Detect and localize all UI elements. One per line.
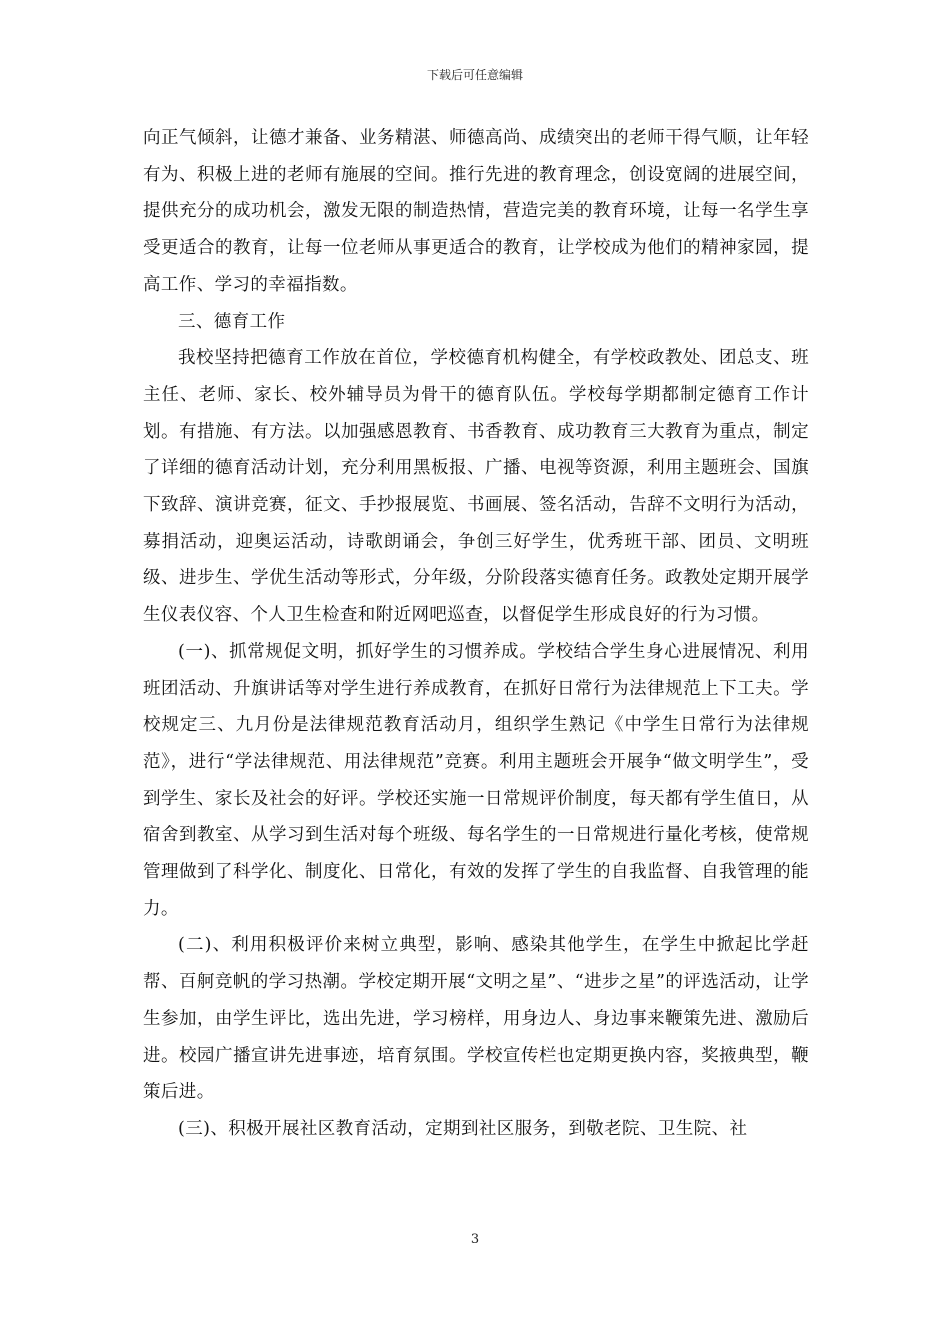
paragraph-item-1: (一)、抓常规促文明，抓好学生的习惯养成。学校结合学生身心进展情况、利用班团活动、升旗讲话等对学生进行养成教育，在抓好日常行为法律规范上下工夫。学校规定三、九月份是法律规范教育活动月，组织学生熟记《中学生日常行为法律规范》，进行“学法律规范、用法律规范”竞赛。利用主题班会开展争“做文明学生”，受到学生、家长及社会的好评。学校还实施一日常规评价制度，每天都有学生值日，从宿舍到教室、从学习到生活对每个班级、每名学生的一日常规进行量化考核，使常规管理做到了科学化、制度化、日常化，有效的发挥了学生的自我监督、自我管理的能力。 xyxy=(143,641,809,919)
paragraph-moral-education: 我校坚持把德育工作放在首位，学校德育机构健全，有学校政教处、团总支、班主任、老师、家长、校外辅导员为骨干的德育队伍。学校每学期都制定德育工作计划。有措施、有方法。以加强感恩教育、书香教育、成功教育三大教育为重点，制定了详细的德育活动计划，充分利用黑板报、广播、电视等资源，利用主题班会、国旗下致辞、演讲竞赛，征文、手抄报展览、书画展、签名活动，告辞不文明行为活动，募捐活动，迎奥运活动，诗歌朗诵会，争创三好学生，优秀班干部、团员、文明班级、进步生、学优生活动等形式，分年级，分阶段落实德育任务。政教处定期开展学生仪表仪容、个人卫生检查和附近网吧巡查，以督促学生形成良好的行为习惯。 xyxy=(143,348,809,626)
paragraph-item-2: (二)、利用积极评价来树立典型，影响、感染其他学生，在学生中掀起比学赶帮、百舸竞帆的学习热潮。学校定期开展“文明之星”、“进步之星”的评选活动，让学生参加，由学生评比，选出先进，学习榜样，用身边人、身边事来鞭策先进、激励后进。校园广播宣讲先进事迹，培育氛围。学校宣传栏也定期更换内容，奖掖典型，鞭策后进。 xyxy=(143,935,809,1103)
paragraph-item-3: (三)、积极开展社区教育活动，定期到社区服务，到敬老院、卫生院、社 xyxy=(178,1118,748,1139)
page-header: 下载后可任意编辑 xyxy=(426,68,523,82)
section-heading: 三、德育工作 xyxy=(178,311,286,332)
document-body xyxy=(143,120,809,1148)
page-number: 3 xyxy=(470,1232,480,1247)
paragraph-continuation: 向正气倾斜，让德才兼备、业务精湛、师德高尚、成绩突出的老师干得气顺，让年轻有为、积极上进的老师有施展的空间。推行先进的教育理念，创设宽阔的进展空间，提供充分的成功机会，激发无限的制造热情，营造完美的教育环境，让每一名学生享受更适合的教育，让每一位老师从事更适合的教育，让学校成为他们的精神家园，提高工作、学习的幸福指数。 xyxy=(143,128,809,295)
